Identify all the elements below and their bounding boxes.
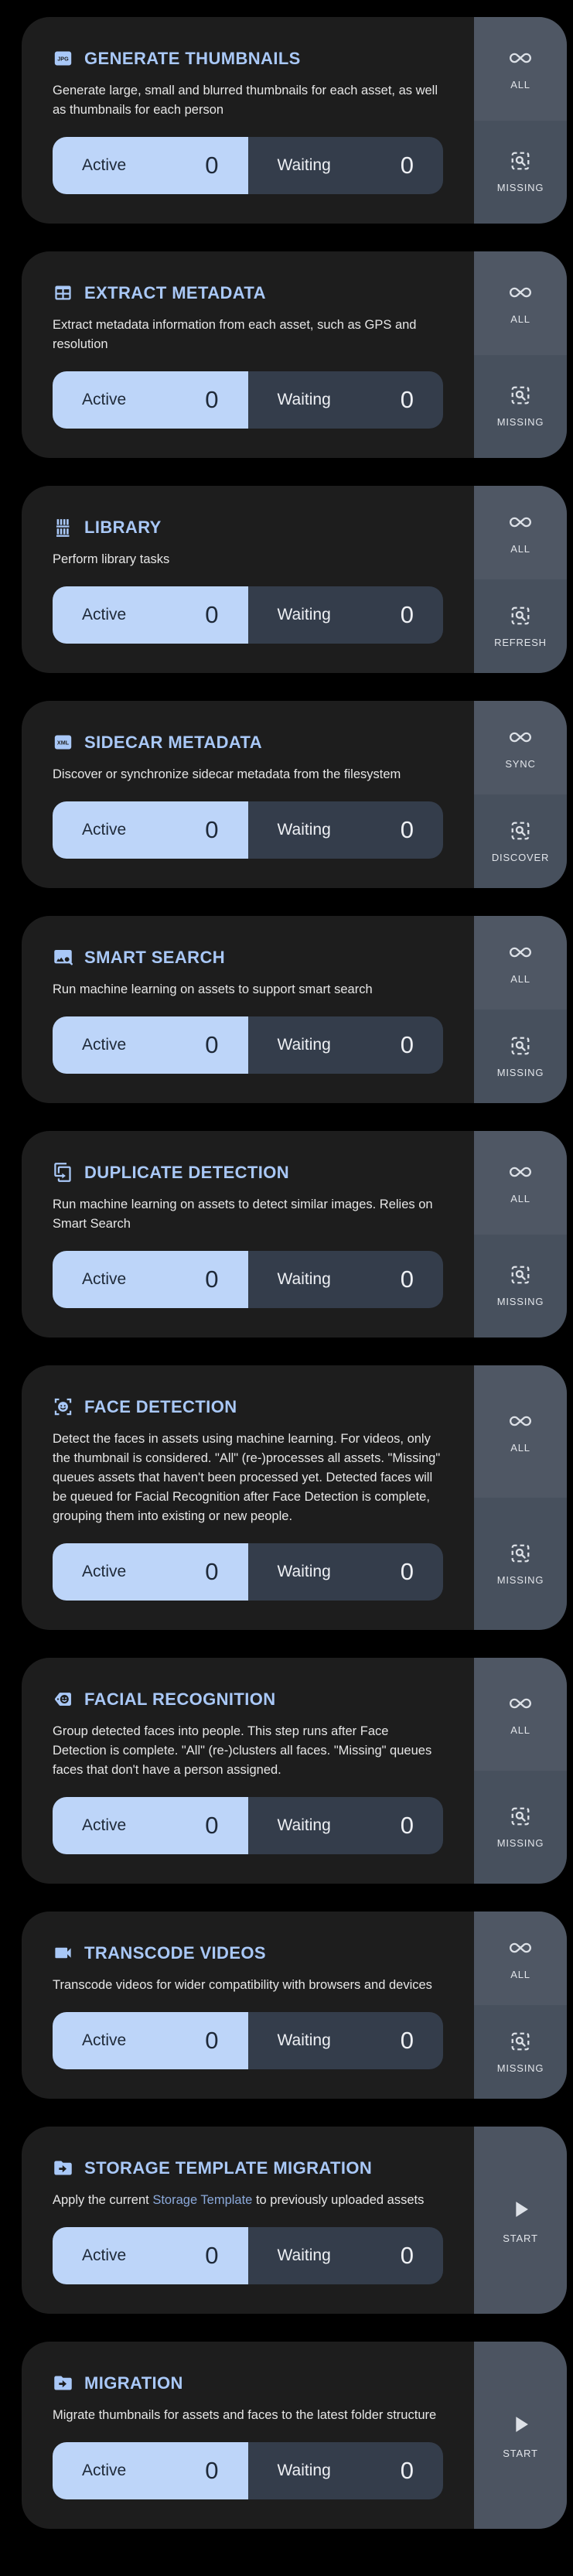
svg-text:XML: XML <box>56 739 70 746</box>
waiting-badge-label: Waiting <box>277 1270 331 1288</box>
action-button-label: REFRESH <box>494 636 547 648</box>
action-button-label: MISSING <box>496 1573 544 1586</box>
all-button[interactable] <box>474 1658 567 1771</box>
selection-search-icon <box>510 1264 531 1286</box>
missing-button[interactable] <box>474 2005 567 2099</box>
job-card-main <box>22 916 474 1103</box>
active-badge-count: 0 <box>205 1266 219 1293</box>
job-actions <box>474 251 567 458</box>
waiting-badge <box>248 371 444 429</box>
job-count-badges <box>53 1016 443 1074</box>
waiting-badge-count: 0 <box>400 1558 414 1585</box>
action-button-label: ALL <box>510 1724 530 1736</box>
action-button-label: ALL <box>510 972 530 985</box>
job-title-row <box>53 48 443 69</box>
job-count-badges <box>53 137 443 194</box>
active-badge-label: Active <box>82 2462 127 2479</box>
job-title-row <box>53 1162 443 1183</box>
library-shelves-icon <box>53 517 73 538</box>
infinity-icon <box>510 1693 531 1714</box>
action-button-label: MISSING <box>496 2062 544 2074</box>
waiting-badge <box>248 1016 444 1074</box>
active-badge <box>53 137 248 194</box>
job-card-facial-recognition <box>22 1658 567 1884</box>
job-title: FACIAL RECOGNITION <box>84 1689 276 1709</box>
waiting-badge-label: Waiting <box>277 821 331 839</box>
job-title-row <box>53 732 443 753</box>
active-badge-count: 0 <box>205 2457 219 2484</box>
job-title: MIGRATION <box>84 2373 183 2393</box>
job-count-badges <box>53 371 443 429</box>
active-badge <box>53 2227 248 2284</box>
job-card-duplicate-detection <box>22 1131 567 1338</box>
active-badge <box>53 1797 248 1854</box>
job-card-main <box>22 1912 474 2099</box>
active-badge-label: Active <box>82 2246 127 2264</box>
infinity-icon <box>510 1161 531 1183</box>
active-badge <box>53 586 248 644</box>
active-badge-label: Active <box>82 1816 127 1834</box>
play-icon <box>507 2411 534 2438</box>
waiting-badge-count: 0 <box>400 816 414 843</box>
play-icon <box>507 2196 534 2222</box>
action-button-label: START <box>503 2233 538 2244</box>
selection-search-icon <box>510 1806 531 1827</box>
selection-search-icon <box>510 605 531 627</box>
missing-button[interactable] <box>474 1010 567 1103</box>
job-description <box>53 1976 443 1995</box>
action-button-label: MISSING <box>496 1837 544 1849</box>
active-badge-label: Active <box>82 156 127 174</box>
job-description-text: Run machine learning on assets to support smart search <box>53 982 373 996</box>
job-title-row <box>53 2373 443 2393</box>
job-description-text: Apply the current <box>53 2193 153 2207</box>
waiting-badge-label: Waiting <box>277 156 331 174</box>
job-title: LIBRARY <box>84 517 162 537</box>
job-card-storage-template-migration <box>22 2127 567 2314</box>
waiting-badge-label: Waiting <box>277 1816 331 1834</box>
selection-search-icon <box>510 820 531 842</box>
action-button-label: MISSING <box>496 182 544 194</box>
job-count-badges <box>53 2012 443 2069</box>
active-badge-label: Active <box>82 1270 127 1288</box>
job-description <box>53 1195 443 1234</box>
waiting-badge-count: 0 <box>400 152 414 179</box>
all-button[interactable] <box>474 486 567 579</box>
job-title-row <box>53 1942 443 1963</box>
job-description <box>53 550 443 569</box>
active-badge-label: Active <box>82 606 127 624</box>
job-card-main <box>22 17 474 224</box>
job-card-main <box>22 251 474 458</box>
job-actions <box>474 17 567 224</box>
job-card-transcode-videos <box>22 1912 567 2099</box>
job-title: SMART SEARCH <box>84 947 226 967</box>
job-count-badges <box>53 1543 443 1601</box>
file-xml-box-icon <box>53 732 73 753</box>
active-badge-label: Active <box>82 821 127 839</box>
waiting-badge-count: 0 <box>400 1031 414 1058</box>
job-title: DUPLICATE DETECTION <box>84 1162 290 1182</box>
job-title: EXTRACT METADATA <box>84 282 266 302</box>
job-description <box>53 316 443 354</box>
waiting-badge <box>248 1251 444 1308</box>
folder-move-icon <box>53 2373 73 2393</box>
job-description-text: Run machine learning on assets to detect similar images. Relies on Smart Search <box>53 1197 433 1231</box>
waiting-badge-label: Waiting <box>277 1036 331 1054</box>
active-badge <box>53 1251 248 1308</box>
job-count-badges <box>53 2227 443 2284</box>
infinity-icon <box>510 282 531 303</box>
action-button-label: MISSING <box>496 416 544 429</box>
svg-text:JPG: JPG <box>57 55 69 63</box>
waiting-badge-label: Waiting <box>277 1563 331 1580</box>
active-badge <box>53 371 248 429</box>
all-button[interactable] <box>474 916 567 1010</box>
waiting-badge-count: 0 <box>400 386 414 413</box>
action-button-label: ALL <box>510 1192 530 1204</box>
active-badge <box>53 2442 248 2499</box>
job-description-text: Detect the faces in assets using machine learning. For videos, only the thumbnail is considered. "All" (re-)processes all assets. "Missing" queues assets that haven't been processed yet. Detected faces will be queued for Facial Recognition after Face Detection is complete, grouping them into existing or new people. <box>53 1432 441 1523</box>
selection-search-icon <box>510 1543 531 1564</box>
start-button[interactable] <box>474 2342 567 2529</box>
infinity-icon <box>510 726 531 748</box>
all-button[interactable] <box>474 1365 567 1498</box>
job-title-row <box>53 282 443 303</box>
all-button[interactable] <box>474 1912 567 2005</box>
job-title-row <box>53 517 443 538</box>
job-description <box>53 1722 443 1780</box>
job-description-text: Generate large, small and blurred thumbnails for each asset, as well as thumbnails for each person <box>53 84 438 117</box>
selection-search-icon <box>510 2031 531 2052</box>
action-button-label: MISSING <box>496 1296 544 1308</box>
job-description-text: Transcode videos for wider compatibility with browsers and devices <box>53 1978 432 1992</box>
face-recognition-icon <box>53 1396 73 1417</box>
job-card-main <box>22 701 474 888</box>
job-actions <box>474 486 567 673</box>
job-title-row <box>53 1396 443 1417</box>
active-badge <box>53 1543 248 1601</box>
job-count-badges <box>53 1251 443 1308</box>
storage-template-link[interactable]: Storage Template <box>152 2193 253 2207</box>
waiting-badge-label: Waiting <box>277 391 331 408</box>
waiting-badge <box>248 2227 444 2284</box>
selection-search-icon <box>510 384 531 406</box>
job-count-badges <box>53 1797 443 1854</box>
waiting-badge <box>248 586 444 644</box>
all-button[interactable] <box>474 251 567 355</box>
missing-button[interactable] <box>474 1498 567 1630</box>
active-badge-count: 0 <box>205 2027 219 2054</box>
active-badge-label: Active <box>82 2031 127 2049</box>
job-description-text: to previously uploaded assets <box>252 2193 425 2207</box>
job-card-face-detection <box>22 1365 567 1630</box>
job-description <box>53 2406 443 2425</box>
job-description <box>53 1430 443 1526</box>
job-title: GENERATE THUMBNAILS <box>84 48 301 68</box>
action-button-label: ALL <box>510 78 530 91</box>
job-description <box>53 765 443 784</box>
action-button-label: ALL <box>510 1441 530 1454</box>
job-card-main <box>22 486 474 673</box>
active-badge-count: 0 <box>205 152 219 179</box>
job-card-library <box>22 486 567 673</box>
job-actions <box>474 2342 567 2529</box>
infinity-icon <box>510 941 531 963</box>
tag-faces-icon <box>53 1689 73 1710</box>
waiting-badge-count: 0 <box>400 2027 414 2054</box>
active-badge-label: Active <box>82 1563 127 1580</box>
waiting-badge-count: 0 <box>400 2457 414 2484</box>
job-title: TRANSCODE VIDEOS <box>84 1942 266 1963</box>
job-description-text: Perform library tasks <box>53 552 170 566</box>
active-badge-count: 0 <box>205 386 219 413</box>
waiting-badge-label: Waiting <box>277 606 331 624</box>
job-description <box>53 81 443 120</box>
folder-move-icon <box>53 2157 73 2178</box>
active-badge-count: 0 <box>205 1031 219 1058</box>
active-badge-count: 0 <box>205 816 219 843</box>
job-title-row <box>53 947 443 968</box>
job-description-text: Group detected faces into people. This step runs after Face Detection is complete. "All" (re-)clusters all faces. "Missing" queues faces that don't have a person assigned. <box>53 1724 432 1777</box>
infinity-icon <box>510 47 531 69</box>
action-button-label: SYNC <box>505 757 536 770</box>
job-actions <box>474 2127 567 2314</box>
image-search-icon <box>53 947 73 968</box>
job-actions <box>474 701 567 888</box>
action-button-label: START <box>503 2448 538 2459</box>
active-badge <box>53 2012 248 2069</box>
job-count-badges <box>53 801 443 859</box>
action-button-label: ALL <box>510 542 530 555</box>
job-title: STORAGE TEMPLATE MIGRATION <box>84 2157 373 2178</box>
job-card-smart-search <box>22 916 567 1103</box>
waiting-badge-count: 0 <box>400 1812 414 1839</box>
job-actions <box>474 916 567 1103</box>
waiting-badge-count: 0 <box>400 2242 414 2269</box>
waiting-badge-count: 0 <box>400 601 414 628</box>
action-button-label: ALL <box>510 1968 530 1980</box>
discover-button[interactable] <box>474 794 567 888</box>
active-badge-count: 0 <box>205 1558 219 1585</box>
job-description-text: Discover or synchronize sidecar metadata from the filesystem <box>53 767 401 781</box>
job-actions <box>474 1658 567 1884</box>
job-count-badges <box>53 2442 443 2499</box>
content-duplicate-icon <box>53 1162 73 1183</box>
job-card-main <box>22 2342 474 2529</box>
file-jpg-box-icon <box>53 48 73 69</box>
infinity-icon <box>510 1410 531 1432</box>
start-button[interactable] <box>474 2127 567 2314</box>
refresh-button[interactable] <box>474 579 567 673</box>
waiting-badge <box>248 2012 444 2069</box>
waiting-badge <box>248 1543 444 1601</box>
waiting-badge <box>248 1797 444 1854</box>
job-title-row <box>53 1689 443 1710</box>
job-card-sidecar-metadata <box>22 701 567 888</box>
active-badge-count: 0 <box>205 1812 219 1839</box>
active-badge-count: 0 <box>205 2242 219 2269</box>
active-badge-label: Active <box>82 1036 127 1054</box>
video-icon <box>53 1942 73 1963</box>
active-badge <box>53 1016 248 1074</box>
job-title-row <box>53 2157 443 2178</box>
missing-button[interactable] <box>474 1771 567 1884</box>
job-actions <box>474 1912 567 2099</box>
job-title: FACE DETECTION <box>84 1396 237 1416</box>
job-actions <box>474 1131 567 1338</box>
action-button-label: MISSING <box>496 1066 544 1078</box>
job-card-main <box>22 1658 474 1884</box>
active-badge <box>53 801 248 859</box>
job-card-extract-metadata <box>22 251 567 458</box>
job-card-main <box>22 2127 474 2314</box>
all-button[interactable] <box>474 1131 567 1235</box>
job-description-text: Migrate thumbnails for assets and faces to the latest folder structure <box>53 2408 437 2422</box>
all-button[interactable] <box>474 17 567 121</box>
infinity-icon <box>510 511 531 533</box>
missing-button[interactable] <box>474 355 567 459</box>
sync-button[interactable] <box>474 701 567 794</box>
selection-search-icon <box>510 150 531 172</box>
missing-button[interactable] <box>474 121 567 224</box>
action-button-label: DISCOVER <box>491 851 550 863</box>
job-description-text: Extract metadata information from each asset, such as GPS and resolution <box>53 318 417 351</box>
waiting-badge <box>248 137 444 194</box>
table-icon <box>53 282 73 303</box>
job-description <box>53 980 443 999</box>
waiting-badge-count: 0 <box>400 1266 414 1293</box>
waiting-badge-label: Waiting <box>277 2246 331 2264</box>
waiting-badge <box>248 801 444 859</box>
waiting-badge-label: Waiting <box>277 2031 331 2049</box>
active-badge-count: 0 <box>205 601 219 628</box>
job-card-migration <box>22 2342 567 2529</box>
job-card-main <box>22 1131 474 1338</box>
job-description <box>53 2191 443 2210</box>
selection-search-icon <box>510 1035 531 1057</box>
missing-button[interactable] <box>474 1235 567 1338</box>
job-card-generate-thumbnails <box>22 17 567 224</box>
waiting-badge <box>248 2442 444 2499</box>
job-actions <box>474 1365 567 1630</box>
waiting-badge-label: Waiting <box>277 2462 331 2479</box>
job-count-badges <box>53 586 443 644</box>
action-button-label: ALL <box>510 313 530 325</box>
job-title: SIDECAR METADATA <box>84 732 263 752</box>
active-badge-label: Active <box>82 391 127 408</box>
job-card-main <box>22 1365 474 1630</box>
infinity-icon <box>510 1937 531 1959</box>
